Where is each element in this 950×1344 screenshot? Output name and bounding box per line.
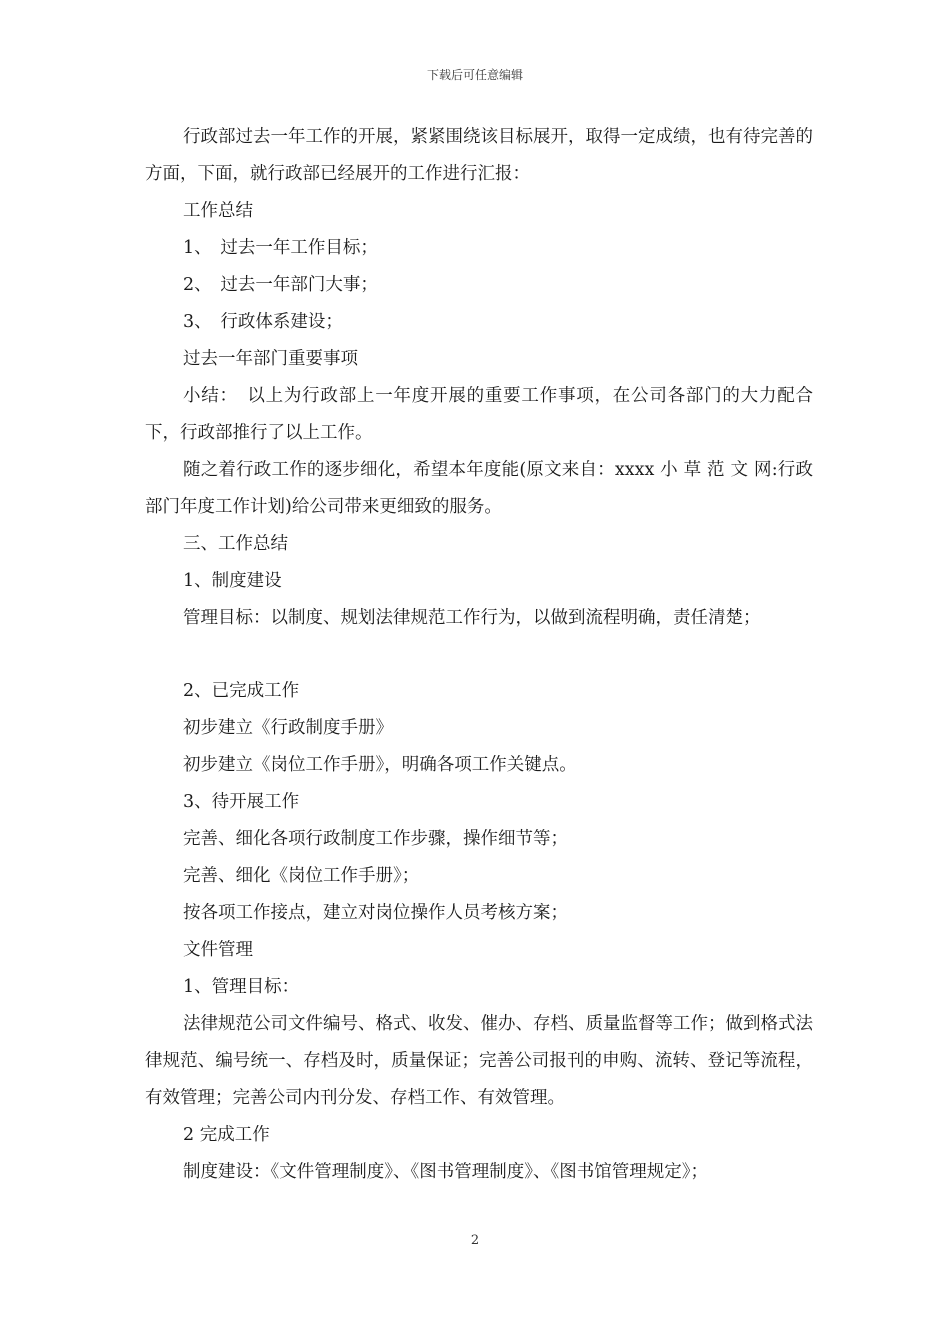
heading-completed-work-2: 2 完成工作 bbox=[183, 1125, 270, 1145]
list-item: 2、 过去一年部门大事； bbox=[183, 275, 378, 295]
paragraph-summary: 小结： 以上为行政部上一年度开展的重要工作事项，在公司各部门的大力配合下，行政部推行了以上工作。 bbox=[145, 386, 813, 443]
document-body bbox=[145, 119, 813, 1191]
page-number: 2 bbox=[470, 1233, 480, 1248]
page-header: 下载后可任意编辑 bbox=[426, 68, 523, 82]
list-item: 初步建立《岗位工作手册》，明确各项工作关键点。 bbox=[183, 755, 577, 775]
heading-important-matters: 过去一年部门重要事项 bbox=[183, 349, 358, 369]
paragraph-document-rules: 法律规范公司文件编号、格式、收发、催办、存档、质量监督等工作；做到格式法律规范、编号统一、存档及时，质量保证；完善公司报刊的申购、流转、登记等流程，有效管理；完善公司内刊分发、存档工作、有效管理。 bbox=[145, 1014, 813, 1108]
heading-document-management: 文件管理 bbox=[183, 940, 253, 960]
paragraph-system-docs: 制度建设：《文件管理制度》、《图书管理制度》、《图书馆管理规定》； bbox=[183, 1162, 708, 1182]
heading-section-three: 三、工作总结 bbox=[183, 534, 288, 554]
list-item: 1、 过去一年工作目标； bbox=[183, 238, 378, 258]
paragraph-intro: 行政部过去一年工作的开展，紧紧围绕该目标展开，取得一定成绩，也有待完善的方面，下面，就行政部已经展开的工作进行汇报： bbox=[145, 127, 813, 184]
list-item: 初步建立《行政制度手册》 bbox=[183, 718, 393, 738]
heading-pending-work: 3、待开展工作 bbox=[183, 792, 300, 812]
heading-system-building: 1、制度建设 bbox=[183, 571, 282, 591]
list-item: 完善、细化《岗位工作手册》； bbox=[183, 866, 420, 886]
heading-management-goal: 1、管理目标： bbox=[183, 977, 300, 997]
paragraph-management-goal: 管理目标：以制度、规划法律规范工作行为，以做到流程明确，责任清楚； bbox=[183, 608, 761, 628]
list-item: 按各项工作接点，建立对岗位操作人员考核方案； bbox=[183, 903, 568, 923]
paragraph-outlook: 随之着行政工作的逐步细化，希望本年度能(原文来自：xxxx 小 草 范 文 网:行政部门年度工作计划)给公司带来更细致的服务。 bbox=[145, 460, 813, 517]
list-item: 3、 行政体系建设； bbox=[183, 312, 343, 332]
list-item: 完善、细化各项行政制度工作步骤，操作细节等； bbox=[183, 829, 568, 849]
heading-completed-work: 2、已完成工作 bbox=[183, 681, 300, 701]
heading-work-summary: 工作总结 bbox=[183, 201, 253, 221]
